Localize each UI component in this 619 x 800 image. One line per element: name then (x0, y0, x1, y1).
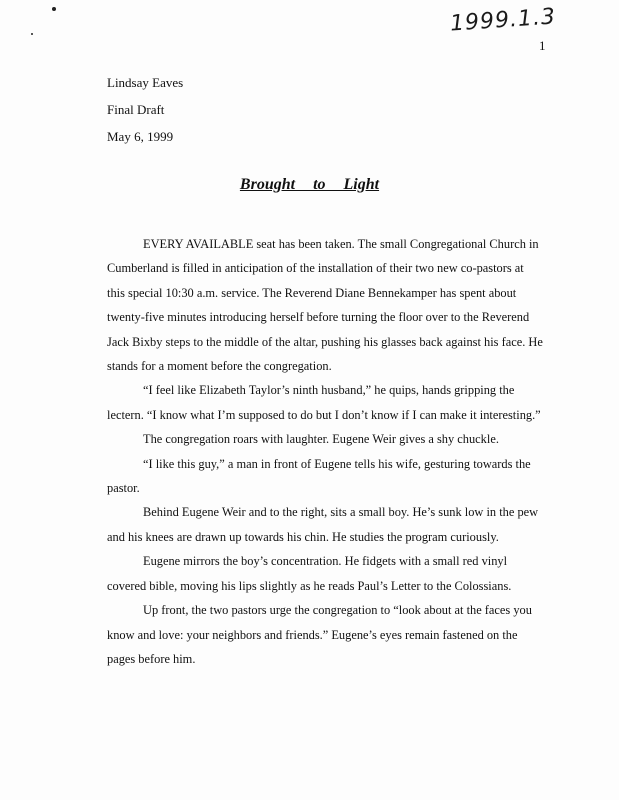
handwritten-date-annotation: 1999.1.3 (449, 4, 557, 37)
paragraph: Up front, the two pastors urge the congregation to “look about at the faces you know and love: your neighbors and friends.” Eugene’s eyes remain fastened on the pages before him. (107, 603, 532, 666)
scan-speck (52, 7, 56, 11)
paragraph: Behind Eugene Weir and to the right, sits a small boy. He’s sunk low in the pew and his knees are drawn up towards his chin. He studies the program curiously. (107, 505, 539, 544)
document-title (0, 176, 619, 194)
paragraph: EVERY AVAILABLE seat has been taken. The small Congregational Church in Cumberland is filled in anticipation of the installation of their two new co-pastors at this special 10:30 a.m. service. The Reverend Diane Bennekamper has spent about twenty-five minutes introducing herself before turning the floor over to the Reverend Jack Bixby steps to the middle of the altar, pushing his glasses back against his face. He stands for a moment before the congregation. (107, 237, 543, 374)
document-title-text: Brought to Light (239, 176, 380, 193)
paragraph: “I like this guy,” a man in front of Eugene tells his wife, gesturing towards the pastor. (107, 456, 531, 496)
paragraph: The congregation roars with laughter. Eugene Weir gives a shy chuckle. (143, 432, 499, 447)
page-number: 1 (539, 38, 546, 53)
paragraph: Eugene mirrors the boy’s concentration. He fidgets with a small red vinyl covered bible, moving his lips slightly as he reads Paul’s Letter to the Colossians. (107, 554, 512, 593)
draft-label: Final Draft (107, 102, 165, 117)
paragraph: “I feel like Elizabeth Taylor’s ninth husband,” he quips, hands gripping the lectern. “I know what I’m supposed to do but I don’t know if I can make it interesting.” (107, 383, 541, 422)
author-name: Lindsay Eaves (107, 75, 184, 90)
body-text (107, 232, 543, 671)
document-date: May 6, 1999 (107, 129, 174, 144)
scan-speck (31, 33, 33, 35)
